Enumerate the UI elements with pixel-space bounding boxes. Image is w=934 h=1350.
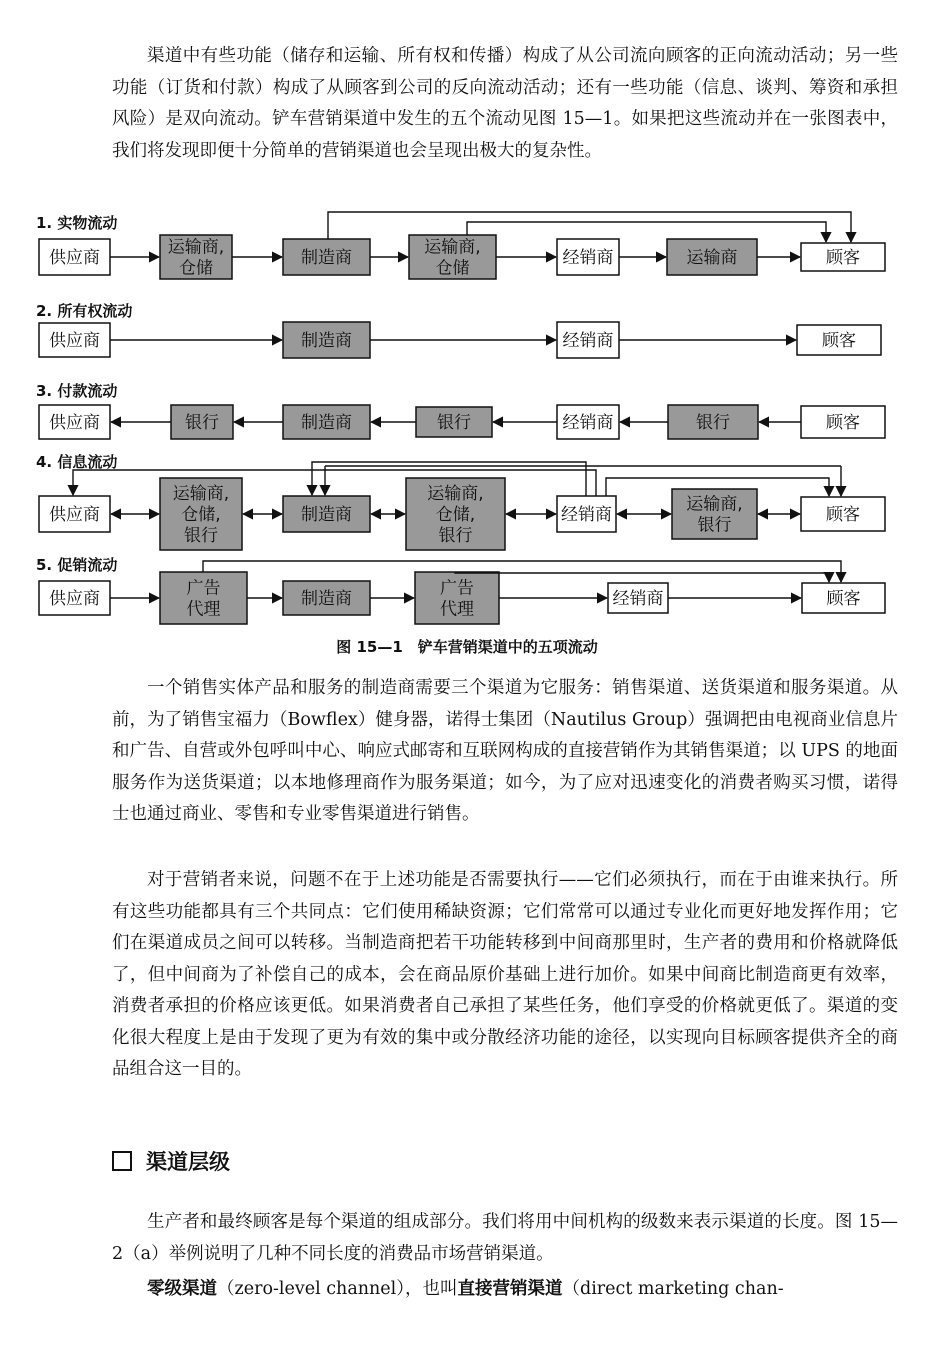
flow-title: 3. 付款流动	[36, 382, 118, 400]
flow-node	[608, 583, 668, 613]
node-label: 运输商,仓储	[167, 237, 225, 279]
node-label: 顾客	[826, 505, 860, 525]
flow-node	[672, 489, 757, 539]
flow-node	[160, 235, 232, 279]
node-label: 银行	[696, 413, 730, 433]
node-label: 顾客	[826, 248, 860, 268]
flow-node	[802, 583, 885, 613]
flow-node	[416, 407, 492, 437]
flow-node	[797, 325, 881, 355]
flow-node	[801, 406, 885, 438]
para5-text-1: （zero-level channel），也叫	[217, 1279, 458, 1299]
flow-title: 1. 实物流动	[36, 214, 118, 232]
flow-node	[406, 478, 505, 550]
node-label: 运输商,仓储,银行	[172, 484, 230, 546]
node-label: 运输商,银行	[686, 494, 743, 536]
flow-node	[39, 496, 110, 532]
node-label: 运输商,仓储,银行	[427, 484, 484, 546]
node-label: 制造商	[301, 248, 352, 268]
node-label: 经销商	[612, 589, 664, 609]
node-label: 经销商	[562, 331, 614, 351]
flow-node	[283, 239, 370, 275]
flow-node	[668, 405, 758, 439]
flow-node	[39, 323, 110, 357]
flow-node	[557, 239, 619, 275]
section-heading	[112, 1146, 230, 1176]
node-label: 制造商	[301, 505, 352, 525]
term-direct-marketing-channel: 直接营销渠道	[457, 1279, 563, 1299]
node-label: 供应商	[49, 589, 100, 609]
flow-node	[415, 572, 499, 624]
flow-node	[557, 405, 619, 439]
node-label: 顾客	[822, 331, 856, 351]
flow-node	[283, 581, 370, 615]
paragraph-3: 对于营销者来说，问题不在于上述功能是否需要执行——它们必须执行，而在于由谁来执行。所有这些功能都具有三个共同点：它们使用稀缺资源；它们常常可以通过专业化而更好地发挥作用；它们在渠道成员之间可以转移。当制造商把若干功能转移到中间商那里时，生产者的费用和价格就降低了，但中间商为了补偿自己的成本，会在商品原价基础上进行加价。如果中间商比制造商更有效率，消费者承担的价格应该更低。如果消费者自己承担了某些任务，他们享受的价格就更低了。渠道的变化很大程度上是由于发现了更为有效的集中或分散经济功能的途径，以实现向目标顾客提供齐全的商品组合这一目的。	[112, 870, 898, 1079]
square-bullet-icon	[112, 1151, 132, 1171]
promo-arrow	[455, 572, 829, 582]
flow-node	[667, 239, 757, 275]
flow-title: 5. 促销流动	[36, 556, 118, 574]
node-label: 经销商	[562, 248, 614, 268]
node-label: 制造商	[301, 589, 352, 609]
node-label: 制造商	[301, 413, 352, 433]
bypass-arrow	[467, 222, 826, 242]
paragraph-5	[112, 1274, 898, 1306]
node-label: 广告代理	[186, 578, 221, 620]
paragraph-1: 渠道中有些功能（储存和运输、所有权和传播）构成了从公司流向顾客的正向流动活动；另一些功能（订货和付款）构成了从顾客到公司的反向流动活动；还有一些功能（信息、谈判、筹资和承担风险）是双向流动。铲车营销渠道中发生的五个流动见图 15—1。如果把这些流动并在一张图表中，我们将发现即便十分简单的营销渠道也会呈现出极大的复杂性。	[112, 46, 898, 161]
node-label: 经销商	[562, 413, 614, 433]
term-zero-level-channel: 零级渠道	[147, 1279, 217, 1299]
node-label: 供应商	[49, 413, 100, 433]
flow-5	[36, 556, 885, 624]
flow-node	[39, 239, 110, 275]
paragraph-4: 生产者和最终顾客是每个渠道的组成部分。我们将用中间机构的级数来表示渠道的长度。图 15—2（a）举例说明了几种不同长度的消费品市场营销渠道。	[112, 1212, 898, 1264]
flow-title: 4. 信息流动	[36, 453, 118, 471]
flow-node	[171, 405, 233, 439]
flow-node	[409, 235, 496, 279]
node-label: 供应商	[49, 505, 100, 525]
flow-node	[160, 478, 242, 550]
node-label: 银行	[437, 413, 471, 433]
flow-4	[36, 453, 885, 550]
node-label: 供应商	[49, 248, 100, 268]
bypass-arrow	[328, 212, 851, 242]
five-flows-diagram	[0, 200, 934, 636]
node-label: 供应商	[49, 331, 100, 351]
node-label: 顾客	[826, 589, 861, 609]
info-arrow	[73, 470, 596, 496]
flow-3	[36, 382, 885, 439]
node-label: 运输商,仓储	[424, 237, 481, 279]
flow-node	[39, 581, 110, 615]
flow-title: 2. 所有权流动	[36, 302, 133, 320]
flow-node	[283, 496, 370, 532]
node-label: 经销商	[561, 505, 612, 525]
flow-node	[801, 497, 885, 531]
flow-1	[36, 214, 885, 279]
flow-node	[557, 496, 616, 532]
section-heading-text: 渠道层级	[146, 1150, 230, 1174]
flow-node	[283, 322, 370, 358]
para5-text-2: （direct marketing chan-	[562, 1279, 784, 1299]
flow-node	[557, 322, 619, 358]
node-label: 银行	[185, 413, 219, 433]
node-label: 广告代理	[440, 578, 474, 620]
figure-caption: 图 15—1 铲车营销渠道中的五项流动	[336, 638, 598, 656]
flow-node	[160, 572, 247, 624]
node-label: 顾客	[826, 413, 860, 433]
flow-node	[39, 405, 110, 439]
flow-2	[36, 302, 881, 358]
paragraph-2: 一个销售实体产品和服务的制造商需要三个渠道为它服务：销售渠道、送货渠道和服务渠道。从前，为了销售宝福力（Bowflex）健身器，诺得士集团（Nautilus Group）强调把由电视商业信息片和广告、自营或外包呼叫中心、响应式邮寄和互联网构成的直接营销作为其销售渠道；以 UPS 的地面服务作为送货渠道；以本地修理商作为服务渠道；如今，为了应对迅速变化的消费者购买习惯，诺得士也通过商业、零售和专业零售渠道进行销售。	[112, 678, 898, 824]
node-label: 制造商	[301, 331, 352, 351]
node-label: 运输商	[686, 248, 738, 268]
promo-arrow	[203, 561, 841, 582]
flow-node	[283, 405, 370, 439]
flow-node	[801, 243, 885, 271]
